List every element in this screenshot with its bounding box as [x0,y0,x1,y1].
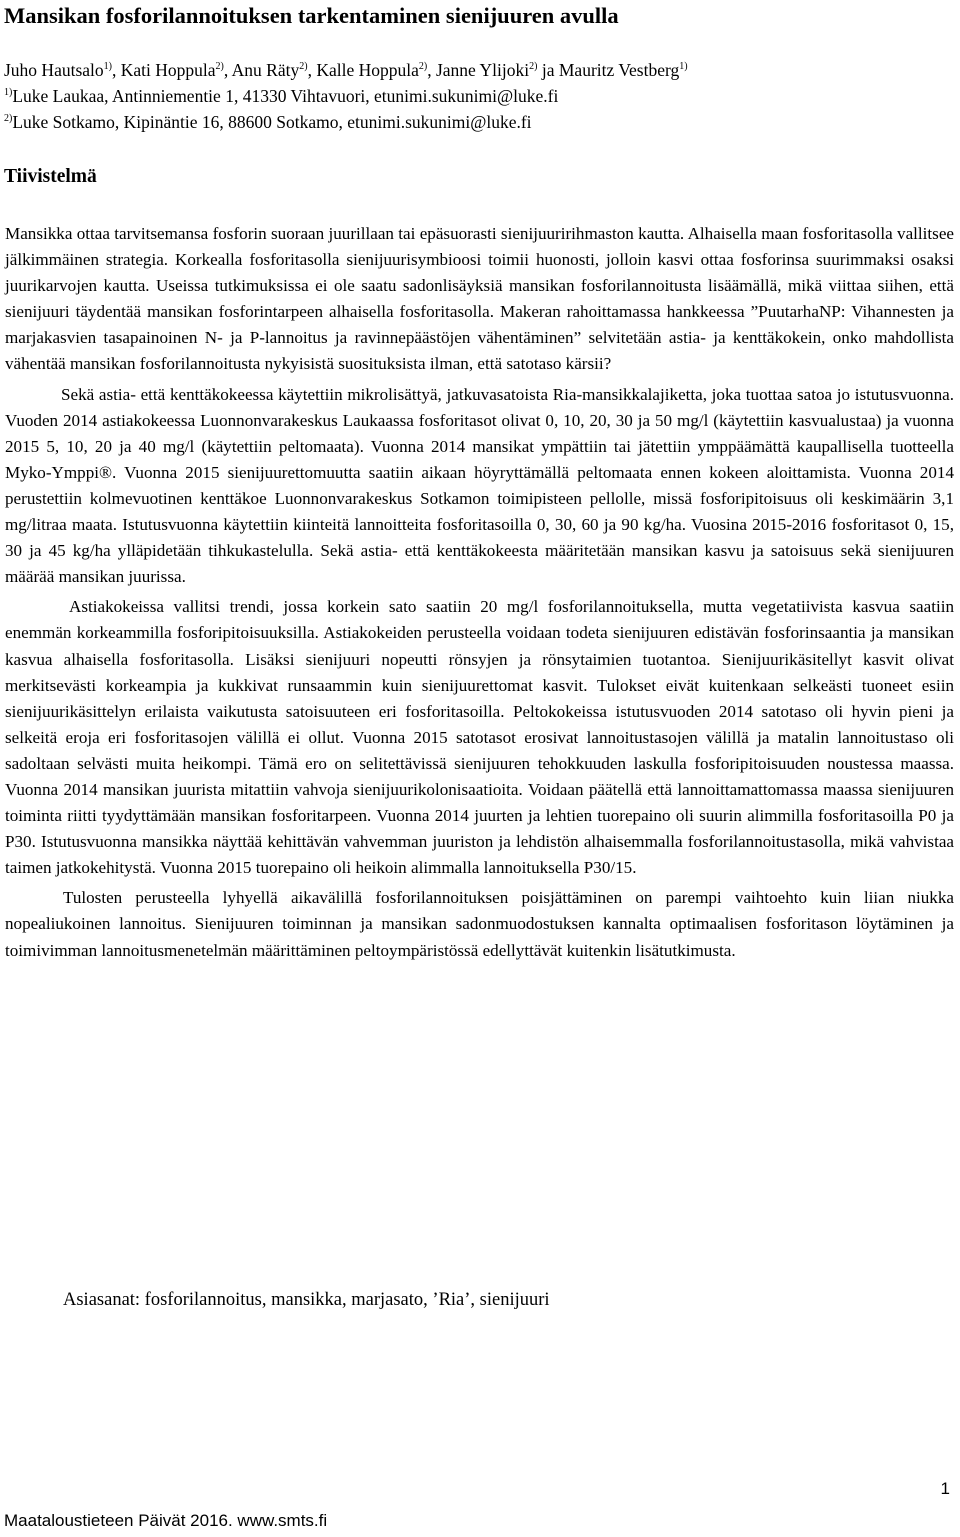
paper-title: Mansikan fosforilannoituksen tarkentaminen sienijuuren avulla [4,3,619,28]
keywords: Asiasanat: fosforilannoitus, mansikka, marjasato, ’Ria’, sienijuuri [63,1290,550,1310]
affiliation-marker: 2) [529,61,538,72]
abstract-paragraph: Astiakokeissa vallitsi trendi, jossa korkein sato saatiin 20 mg/l fosforilannoituksella, mutta vegetatiivista kasvua saatiin enemmän korkeammilla fosforipitoisuuksilla. Astiakokeiden perusteella voidaan todeta sienijuuren edistävän fosforinsaantia ja mansikan kasvua alhaisella fosforitasolla. Lisäksi sienijuuri nopeutti rönsyjen ja rönsytaimien tuotantoa. Sienijuurikäsitellyt kasvit olivat merkitsevästi korkeampia ja kukkivat runsaammin kuin sienijuurettomat kasvit. Tulokset eivät kuitenkaan selkeästi tuoneet esiin sienijuurikäsittelyn erilaista vaikutusta satoisuuteen eri fosforitasoilla. Peltokokeissa istutusvuoden 2014 satotaso oli hyvin pieni ja selkeitä eroja eri fosforitasojen välillä ei ollut. Vuonna 2015 satotasot erosivat lannoitustasojen välillä ja matalin lannoitustaso oli sadoltaan selvästi muita heikompi. Tämä ero on selitettävissä sienijuuren tehokkuuden laskulla fosforipitoisuuden noustessa maassa. Vuonna 2014 mansikan juurista mitattiin vahvoja sienijuurikolonisaatioita. Voidaan päätellä että lannoittamattomassa maassa sienijuuren toiminta riitti tyydyttämään mansikan fosforitarpeen. Vuonna 2014 juurten ja lehtien tuorepaino oli suurin alimmilla fosforitasoilla P0 ja P30. Istutusvuonna mansikka näyttää kehittävän vahvemman juuriston ja lehdistön alhaisemmalla fosforilannoitustasolla, mikä vahvistaa taimen jatkokehitystä. Vuonna 2015 tuorepaino oli heikoin alimmalla lannoituksella P30/15. [5,597,954,878]
author-name: , Anu Räty [223,60,300,80]
author-name: , Kati Hoppula [112,60,216,80]
affiliation-marker: 1) [4,87,13,98]
abstract-paragraph: Mansikka ottaa tarvitsemansa fosforin suoraan juurillaan tai epäsuorasti sienijuuririhmaston kautta. Alhaisella maan fosforitasolla vallitsee jälkimmäinen strategia. Korkealla fosforitasolla sienijuurisymbioosi toimii huonosti, jolloin kasvi ottaa fosforinsa suurimmaksi osaksi juurikarvojen kautta. Useissa tutkimuksissa ei ole saatu sadonlisäyksiä mansikan fosforilannoitusta lisäämällä, mikä viittaa siihen, että sienijuuri täydentää mansikan fosforintarpeen alhaisella fosforitasolla. Makeran rahoittamassa hankkeessa ”PuutarhaNP: Vihannesten ja marjakasvien tasapainoinen N- ja P-lannoitus ja ravinnepäästöjen vähentäminen” selvitetään astia- ja kenttäkokein, onko mahdollista vähentää mansikan fosforilannoitusta nykyisistä suosituksista ilman, että satotaso kärsii? [5,224,954,374]
affiliation-marker: 2) [215,61,224,72]
author-name: , Kalle Hoppula [307,60,419,80]
affiliation-marker: 1) [679,61,688,72]
author-name: ja Mauritz Vestberg [537,60,680,80]
affiliation-marker: 2) [4,113,13,124]
abstract-paragraph: Tulosten perusteella lyhyellä aikavälillä fosforilannoituksen poisjättäminen on parempi vaihtoehto kuin liian niukka nopealiukoinen lannoitus. Sienijuuren toiminnan ja mansikan sadonmuodostuksen kannalta optimaalisen fosforitason löytäminen ja toimivimman lannoitusmenetelmän määrittäminen peltoympäristössä edellyttävät kuitenkin lisätutkimusta. [5,888,954,960]
affiliation-text: Luke Sotkamo, Kipinäntie 16, 88600 Sotkamo, etunimi.sukunimi@luke.fi [12,112,532,132]
author-name: , Janne Ylijoki [427,60,530,80]
affiliation-marker: 1) [103,61,112,72]
abstract-body [5,221,954,964]
abstract-heading: Tiivistelmä [4,166,97,187]
affiliation-marker: 2) [299,61,308,72]
affiliation-1 [4,83,954,109]
abstract-paragraph: Sekä astia- että kenttäkokeessa käytettiin mikrolisättyä, jatkuvasatoista Ria-mansikkalajiketta, joka tuottaa satoa jo istutusvuonna. Vuoden 2014 astiakokeessa Luonnonvarakeskus Laukaassa fosforitasot olivat 0, 10, 20, 30 ja 50 mg/l (käytettiin kasvualustaa) ja vuonna 2015 5, 10, 20 ja 40 mg/l (käytettiin peltomaata). Vuonna 2014 mansikat ympättiin tai jätettiin ymppäämättä kaupallisella tuotteella Myko-Ymppi®. Vuonna 2015 sienijuurettomuutta saatiin aikaan höyryttämällä peltomaata ennen kokeen aloittamista. Vuonna 2014 perustettiin kolmevuotinen kenttäkoe Luonnonvarakeskus Sotkamon toimipisteen pellolle, missä fosforipitoisuus oli keskimäärin 3,1 mg/litraa maata. Istutusvuonna käytettiin kiinteitä lannoitteita fosforitasoilla 0, 30, 60 ja 90 kg/ha. Vuosina 2015-2016 fosforitasot 0, 15, 30 ja 45 kg/ha ylläpidetään tihkukastelulla. Sekä astia- että kenttäkokeesta määritetään mansikan kasvu ja satoisuus sekä sienijuuren määrää mansikan juurissa. [5,384,954,587]
author-block [4,57,954,135]
affiliation-2 [4,109,954,135]
page-footer: Maataloustieteen Päivät 2016. www.smts.fi [4,1511,328,1530]
author-name: Juho Hautsalo [4,60,104,80]
affiliation-text: Luke Laukaa, Antinniementie 1, 41330 Vihtavuori, etunimi.sukunimi@luke.fi [12,86,559,106]
author-list [4,57,954,83]
affiliation-marker: 2) [418,61,428,72]
page-number: 1 [940,1479,950,1498]
